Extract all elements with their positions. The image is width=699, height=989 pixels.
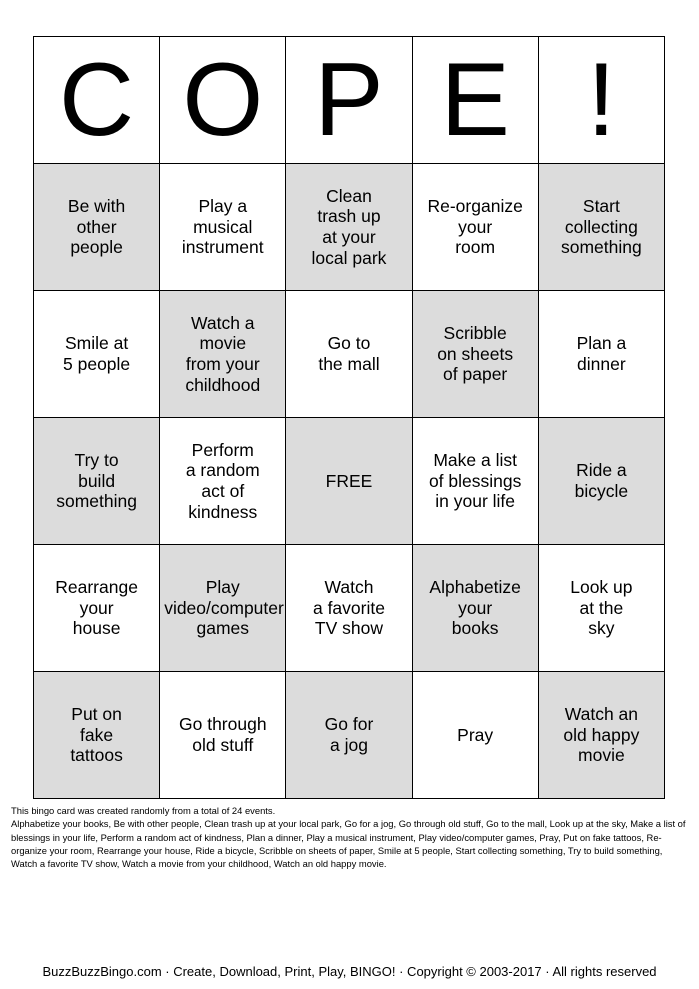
bingo-row-4 [34, 545, 665, 672]
bingo-cell: Watch an old happy movie [538, 672, 664, 799]
bingo-cell: Smile at 5 people [34, 291, 160, 418]
bingo-cell: Play video/computer games [160, 545, 286, 672]
bingo-cell: Scribble on sheets of paper [412, 291, 538, 418]
header-letter-p: P [286, 37, 412, 164]
card-note [11, 804, 691, 871]
bingo-row-5 [34, 672, 665, 799]
bingo-cell: Play a musical instrument [160, 164, 286, 291]
bingo-cell: Alphabetize your books [412, 545, 538, 672]
bingo-cell: Put on fake tattoos [34, 672, 160, 799]
bingo-row-1 [34, 164, 665, 291]
header-letter-c: C [34, 37, 160, 164]
header-row [34, 37, 665, 164]
note-event-list: Alphabetize your books, Be with other people, Clean trash up at your local park, Go for a jog, Go through old stuff, Go to the mall, Look up at the sky, Make a list of blessings in your life, Perform a random act of kindness, Plan a dinner, Play a musical instrument, Play video/computer games, Pray, Put on fake tattoos, Re-organize your room, Rearrange your house, Ride a bicycle, Scribble on sheets of paper, Smile at 5 people, Start collecting something, Try to build something, Watch a favorite TV show, Watch a movie from your childhood, Watch an old happy movie. [11, 818, 686, 870]
bingo-cell: Re-organize your room [412, 164, 538, 291]
bingo-cell: Clean trash up at your local park [286, 164, 412, 291]
bingo-cell: Make a list of blessings in your life [412, 418, 538, 545]
header-letter-e: E [412, 37, 538, 164]
bingo-cell: Be with other people [34, 164, 160, 291]
bingo-card [33, 36, 665, 799]
header-letter-o: O [160, 37, 286, 164]
bingo-cell: Go for a jog [286, 672, 412, 799]
bingo-cell: Rearrange your house [34, 545, 160, 672]
bingo-cell: Go to the mall [286, 291, 412, 418]
bingo-cell: Look up at the sky [538, 545, 664, 672]
bingo-row-2 [34, 291, 665, 418]
note-intro: This bingo card was created randomly from a total of 24 events. [11, 805, 276, 816]
bingo-cell: Perform a random act of kindness [160, 418, 286, 545]
free-space: FREE [286, 418, 412, 545]
page-footer: BuzzBuzzBingo.com · Create, Download, Print, Play, BINGO! · Copyright © 2003-2017 · All rights reserved [42, 964, 657, 979]
header-exclamation: ! [538, 37, 664, 164]
bingo-row-3 [34, 418, 665, 545]
bingo-cell: Ride a bicycle [538, 418, 664, 545]
bingo-cell: Watch a movie from your childhood [160, 291, 286, 418]
bingo-cell: Pray [412, 672, 538, 799]
bingo-cell: Plan a dinner [538, 291, 664, 418]
bingo-cell: Start collecting something [538, 164, 664, 291]
bingo-cell: Watch a favorite TV show [286, 545, 412, 672]
bingo-cell: Try to build something [34, 418, 160, 545]
bingo-cell: Go through old stuff [160, 672, 286, 799]
